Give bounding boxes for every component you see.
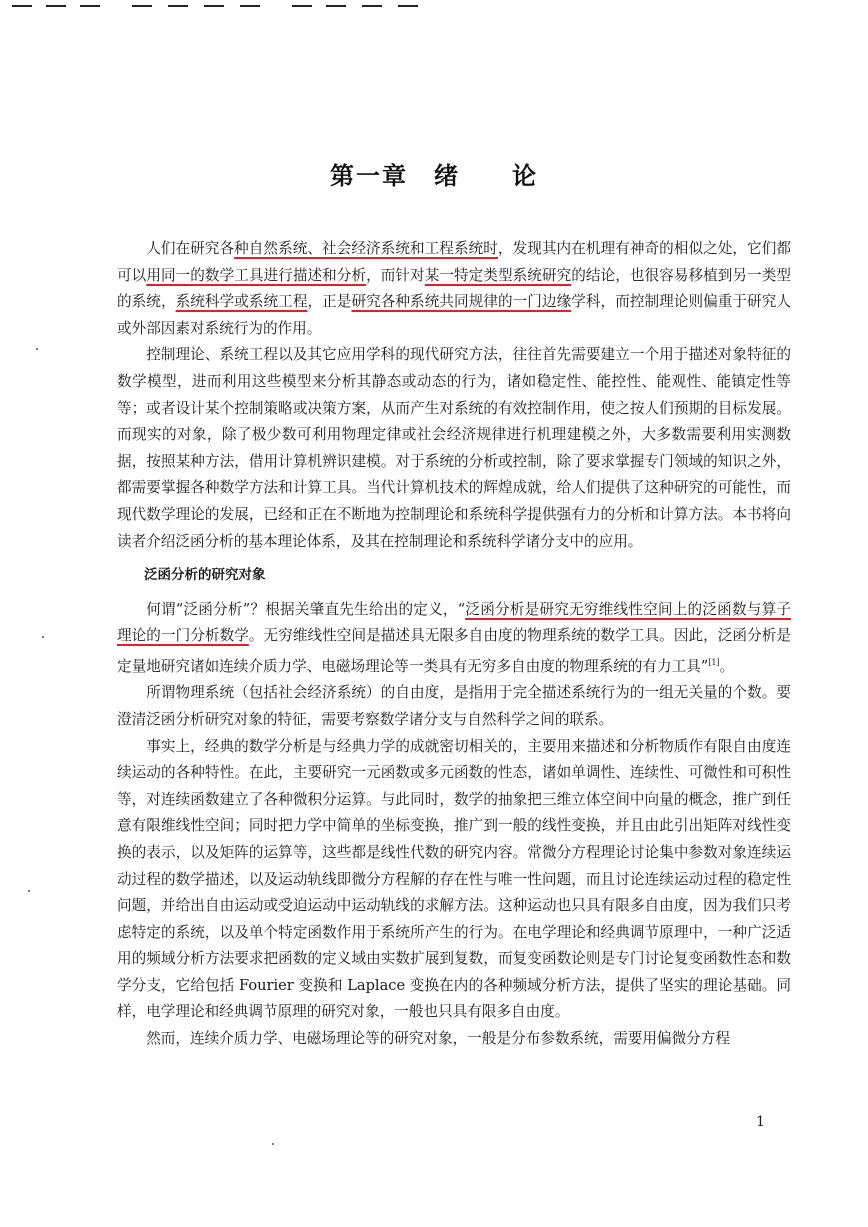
text-run: 何谓“泛函分析”？根据关肇直先生给出的定义，“ [146, 600, 466, 618]
page-number: 1 [756, 1114, 765, 1130]
scan-top-dashes [0, 0, 868, 12]
text-run: ，发现其内在机理有神奇的相似之处，它们都可以 [117, 240, 791, 284]
text-run: 。无穷维线性空间是描述具无限多自由度的物理系统的数学工具。因此，泛函分析是定量地研究诸如连续介质力学、电磁场理论等一类具有无穷多自由度的物理系统的有力工具” [117, 627, 791, 675]
chapter-title: 第一章 绪 论 [330, 162, 538, 190]
underlined-phrase: 种自然系统、社会经济系统和工程系统时 [234, 240, 498, 257]
paragraph-6: 然而，连续介质力学、电磁场理论等的研究对象，一般是分布参数系统，需要用偏微分方程 [146, 1030, 730, 1048]
text-run: 。 [719, 657, 735, 675]
paragraph-4: 所谓物理系统（包括社会经济系统）的自由度，是指用于完全描述系统行为的一组无关量的个数。要澄清泛函分析研究对象的特征，需要考察数学诸分支与自然科学之间的联系。 [117, 684, 791, 728]
underlined-phrase: 某一特定类型系统研究 [424, 266, 572, 284]
scan-speck [272, 1143, 274, 1145]
text-run: ，正是 [307, 293, 352, 311]
scan-speck [36, 348, 38, 350]
underlined-phrase: 泛函分析是研究无穷维线性空间上的泛函数与算子理论的一门分析数学 [117, 600, 791, 645]
text-run: ，而针对 [366, 266, 425, 284]
citation-ref: [1] [708, 657, 720, 667]
paragraph-3 [117, 597, 791, 681]
text-run: 学科，而控制理论则偏重于研究人或外部因素对系统行为的作用。 [117, 293, 791, 337]
scan-speck [42, 636, 44, 638]
underlined-phrase: 研究各种系统共同规律的一门边缘 [351, 293, 572, 311]
underlined-phrase: 系统科学或系统工程 [175, 293, 308, 311]
section-heading: 泛函分析的研究对象 [144, 567, 266, 584]
paragraph-2: 控制理论、系统工程以及其它应用学科的现代研究方法，往往首先需要建立一个用于描述对象特征的数学模型，进而利用这些模型来分析其静态或动态的行为，诸如稳定性、能控性、能观性、能镇定性等等；或者设计某个控制策略或决策方案，从而产生对系统的有效控制作用，使之按人们预期的目标发展。而现实的对象，除了极少数可利用物理定律或社会经济规律进行机理建模之外，大多数需要利用实测数据，按照某种方法，借用计算机辨识建模。对于系统的分析或控制，除了要求掌握专门领域的知识之外，都需要掌握各种数学方法和计算工具。当代计算机技术的辉煌成就，给人们提供了这种研究的可能性，而现代数学理论的发展，已经和正在不断地为控制理论和系统科学提供强有力的分析和计算方法。本书将向读者介绍泛函分析的基本理论体系，及其在控制理论和系统科学诸分支中的应用。 [117, 346, 791, 550]
text-run: 的结论，也很容易移植到另一类型的系统， [117, 266, 791, 311]
underlined-phrase: 用同一的数学工具进行描述和分析 [146, 266, 367, 284]
body-text [117, 236, 791, 1053]
text-run: 人们在研究各 [146, 240, 235, 257]
paragraph-1 [117, 236, 791, 342]
scan-speck [28, 890, 30, 892]
paragraph-5: 事实上，经典的数学分析是与经典力学的成就密切相关的，主要用来描述和分析物质作有限自由度连续运动的各种特性。在此，主要研究一元函数或多元函数的性态，诸如单调性、连续性、可微性和可积性等，对连续函数建立了各种微积分运算。与此同时，数学的抽象把三维立体空间中向量的概念，推广到任意有限维线性空间；同时把力学中简单的坐标变换，推广到一般的线性变换，并且由此引出矩阵对线性变换的表示，以及矩阵的运算等，这些都是线性代数的研究内容。常微分方程理论讨论集中参数对象连续运动过程的数学描述，以及运动轨线即微分方程解的存在性与唯一性问题，而且讨论连续运动过程的稳定性问题，并给出自由运动或受迫运动中运动轨线的求解方法。这种运动也只具有限多自由度，因为我们只考虑特定的系统，以及单个特定函数作用于系统所产生的行为。在电学理论和经典调节原理中，一种广泛适用的频域分析方法要求把函数的定义域由实数扩展到复数，而复变函数论则是专门讨论复变函数性态和数学分支，它给包括 Fourier 变换和 Laplace 变换在内的各种频域分析方法，提供了坚实的理论基础。同样，电学理论和经典调节原理的研究对象，一般也只具有限多自由度。 [117, 737, 791, 1021]
